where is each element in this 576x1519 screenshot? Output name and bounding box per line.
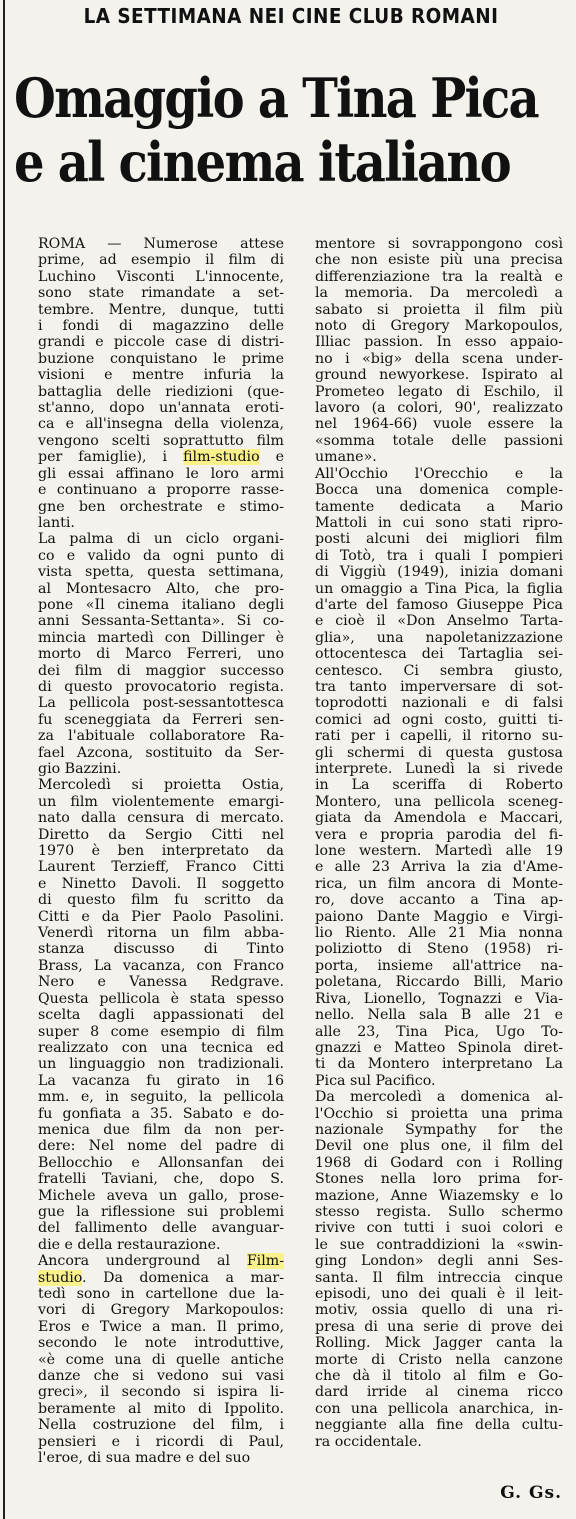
article-line: gli schermi di questa gustosa <box>315 744 563 761</box>
article-line: secondo le note introduttive, <box>38 1335 284 1352</box>
article-line: gue la riflessione sui problemi <box>38 1203 284 1220</box>
article-line: prime, ad esempio il film di <box>38 252 284 269</box>
article-line: vengono scelti soprattutto film <box>38 432 284 449</box>
article-line: ottocentesca dei Tartaglia sei- <box>315 646 563 663</box>
article-line: lio Riento. Alle 21 Mia nonna <box>315 925 563 942</box>
article-line: co e valido da ogni punto di <box>38 547 284 564</box>
article-line: La pellicola post-sessantottesca <box>38 695 284 712</box>
article-line: Pica sul Pacifico. <box>315 1072 436 1089</box>
article-line: ground newyorkese. Ispirato al <box>315 367 563 384</box>
article-line: e continuano a proporre rasse- <box>38 482 284 499</box>
article-line: la memoria. Da mercoledì a <box>315 285 563 302</box>
article-line: Venerdì ritorna un film abba- <box>38 925 284 942</box>
article-line: Montero, una pellicola sceneg- <box>315 793 563 810</box>
article-line: «somma totale delle passioni <box>315 432 563 449</box>
article-line: paiono Dante Maggio e Virgi- <box>315 908 563 925</box>
article-paragraph <box>24 777 284 1253</box>
article-line: differenziazione tra la realtà e <box>315 268 563 285</box>
article-paragraph <box>24 236 284 531</box>
article-line: interprete. Lunedì la si rivede <box>315 761 563 777</box>
highlight: film-studio <box>183 449 260 466</box>
article-line: episodi, uno dei quali è il leit- <box>315 1286 563 1302</box>
article-line: vista spetta, questa settimana, <box>38 564 284 581</box>
article-line: fu sceneggiata da Ferreri sen- <box>38 711 284 728</box>
article-line: 1968 di Godard con i Rolling <box>315 1154 563 1171</box>
article-line: buzione conquistano le prime <box>38 350 284 367</box>
article-line: mm. e, in seguito, la pellicola <box>38 1089 284 1106</box>
article-line: nazionale Sympathy for the <box>315 1121 563 1138</box>
article-line: che dà il titolo al film e Go- <box>315 1368 563 1385</box>
highlight: Film- <box>246 1253 284 1270</box>
article-line: Devil one plus one, il film del <box>315 1138 563 1155</box>
article-line: vori di Gregory Markopoulos: <box>38 1302 284 1319</box>
article-paragraph <box>301 466 563 1089</box>
article-line: super 8 come esempio di film <box>38 1023 284 1040</box>
article-line: alle 23, Tina Pica, Ugo To- <box>315 1023 563 1040</box>
article-line: anni Sessanta-Settanta». Si co- <box>38 613 284 630</box>
article-line: die e della restaurazione. <box>38 1236 221 1253</box>
article-line: battaglia delle riedizioni (que- <box>38 383 284 400</box>
article-line: motiv, ossia quello di una ri- <box>315 1302 563 1319</box>
article-line: mincia martedì con Dillinger è <box>38 629 284 646</box>
headline <box>14 66 566 194</box>
article-line: le sue contraddizioni la «swin- <box>315 1236 563 1253</box>
author-signature: G. Gs. <box>500 1483 562 1503</box>
article-line: Da mercoledì a domenica al- <box>315 1089 563 1106</box>
article-line: noto di Gregory Markopoulos, <box>315 318 563 335</box>
article-line: l'eroe, di sua madre e del suo <box>38 1450 251 1467</box>
article-line: dere: Nel nome del padre di <box>38 1138 284 1155</box>
article-line: Michele aveva un gallo, prose- <box>38 1187 284 1204</box>
article-line: fael Azcona, sostituito da Ser- <box>38 744 284 761</box>
article-line: Citti e da Pier Paolo Pasolini. <box>38 908 284 925</box>
article-line: Stones nella loro prima for- <box>315 1171 563 1188</box>
article-line: stesso regista. Sullo schermo <box>315 1203 563 1220</box>
article-line: dei film di maggior successo <box>38 662 284 679</box>
article-line: sono state rimandate a set- <box>38 285 284 302</box>
article-line: nel 1964-66) vuole essere la <box>315 416 563 433</box>
article-line: e cioè il «Don Anselmo Tarta- <box>315 613 563 630</box>
article-line: ra occidentale. <box>315 1433 422 1450</box>
article-line: del fallimento delle avanguar- <box>38 1220 284 1237</box>
article-line: greci», il secondo si ispira li- <box>38 1384 284 1401</box>
article-line: tedì sono in cartellone due la- <box>38 1286 284 1302</box>
article-paragraph <box>24 531 284 777</box>
article-paragraph <box>301 236 563 466</box>
article-line: All'Occhio l'Orecchio e la <box>315 465 563 482</box>
article-paragraph <box>24 1253 284 1466</box>
article-line: gne ben orchestrate e stimo- <box>38 498 284 515</box>
article-line: pensieri e i ricordi di Paul, <box>38 1433 284 1450</box>
article-line: Bocca una domenica comple- <box>315 482 563 499</box>
article-line: un film violentemente emargi- <box>38 793 284 810</box>
article-line: vera e propria parodia del fi- <box>315 826 563 843</box>
article-line: Mattoli in cui sono stati ripro- <box>315 514 563 531</box>
article-line: ca e all'insegna della violenza, <box>38 416 284 433</box>
article-line: lone western. Martedì alle 19 <box>315 843 563 860</box>
article-line: Rolling. Mick Jagger canta la <box>315 1335 563 1352</box>
article-line: Ancora underground al Film- <box>38 1253 284 1270</box>
article-line: fu gonfiata a 35. Sabato e do- <box>38 1105 284 1122</box>
article-line: Prometeo legato di Eschilo, il <box>315 383 563 400</box>
article-line: za l'abituale collaboratore Ra- <box>38 728 284 745</box>
article-line: ging London» degli anni Ses- <box>315 1253 563 1270</box>
article-line: pone «Il cinema italiano degli <box>38 596 284 613</box>
article-line: giata da Amendola e Maccari, <box>315 810 563 827</box>
article-paragraph <box>301 1089 563 1450</box>
article-line: che non esiste più una precisa <box>315 252 563 269</box>
article-line: Questa pellicola è stata spesso <box>38 990 284 1007</box>
article-line: di Totò, tra i quali I pompieri <box>315 547 563 564</box>
article-column-left <box>24 236 284 1466</box>
kicker: LA SETTIMANA NEI CINE CLUB ROMANI <box>83 4 499 28</box>
article-line: tra tanto imperversare di sot- <box>315 678 563 695</box>
article-line: di Viggiù (1949), inizia domani <box>315 564 563 581</box>
article-line: un omaggio a Tina Pica, la figlia <box>315 580 563 597</box>
article-line: beramente al mito di Ippolito. <box>38 1400 284 1417</box>
article-line: Nella costruzione del film, i <box>38 1417 284 1434</box>
article-line: morte di Cristo nella canzone <box>315 1351 563 1368</box>
article-line: mazione, Anne Wiazemsky e lo <box>315 1187 563 1204</box>
article-line: neggiante alla fine della cultu- <box>315 1417 563 1434</box>
highlight: studio <box>38 1269 83 1286</box>
article-line: comici ad ogni costo, guitti ti- <box>315 711 563 728</box>
article-line: dard irride al cinema ricco <box>315 1384 563 1401</box>
article-line: per famiglie), i film-studio e <box>38 449 284 466</box>
article-line: lanti. <box>38 514 75 531</box>
article-line: rivive con tutti i suoi colori e <box>315 1220 563 1237</box>
article-line: ro, dove accanto a Tina ap- <box>315 892 563 909</box>
article-line: mentore si sovrappongono così <box>315 236 563 252</box>
article-line: Diretto da Sergio Citti nel <box>38 826 284 843</box>
article-line: porta, insieme all'attrice na- <box>315 957 563 974</box>
article-line: La palma di un ciclo organi- <box>38 531 284 548</box>
article-line: l'Occhio si proietta una prima <box>315 1105 563 1122</box>
article-column-right <box>301 236 563 1450</box>
article-line: di questo film fu scritto da <box>38 892 284 909</box>
article-line: umane». <box>315 449 377 466</box>
headline-line-2: e al cinema italiano <box>14 130 510 194</box>
article-line: fratelli Taviani, che, dopo S. <box>38 1171 284 1188</box>
article-line: glia», una napoletanizzazione <box>315 629 563 646</box>
headline-line-1: Omaggio a Tina Pica <box>14 66 538 130</box>
article-line: con una pellicola anarchica, in- <box>315 1400 563 1417</box>
article-line: al Montesacro Alto, che pro- <box>38 580 284 597</box>
column-rule <box>3 0 5 1519</box>
article-line: danze che si vedono sui vasi <box>38 1368 284 1385</box>
article-line: poliziotto di Steno (1958) ri- <box>315 941 563 958</box>
article-line: scelta dagli appassionati del <box>38 1007 284 1024</box>
article-line: Brass, La vacanza, con Franco <box>38 957 284 974</box>
article-line: di questo provocatorio regista. <box>38 678 284 695</box>
article-line: posti alcuni dei migliori film <box>315 531 563 548</box>
article-line: santa. Il film intreccia cinque <box>315 1269 563 1286</box>
article-line: in La sceriffa di Roberto <box>315 777 563 794</box>
article-line: centesco. Ci sembra giusto, <box>315 662 563 679</box>
article-line: tembre. Mentre, dunque, tutti <box>38 301 284 318</box>
article-line: Illiac passion. In esso appaio- <box>315 334 563 351</box>
article-line: sabato si proietta il film più <box>315 301 563 318</box>
article-line: e alle 23 Arriva la zia d'Ame- <box>315 859 563 876</box>
article-line: morto di Marco Ferreri, uno <box>38 646 284 663</box>
article-line: i fondi di magazzino delle <box>38 318 284 335</box>
article-line: presa di una serie di prove dei <box>315 1318 563 1335</box>
article-line: ROMA — Numerose attese <box>38 236 284 252</box>
article-line: gli essai affinano le loro armi <box>38 465 284 482</box>
article-line: un linguaggio non tradizionali. <box>38 1056 284 1073</box>
article-line: visioni e mentre infuria la <box>38 367 284 384</box>
article-line: e Ninetto Davoli. Il soggetto <box>38 875 284 892</box>
article-line: stanza discusso di Tinto <box>38 941 284 958</box>
article-line: d'arte del famoso Giuseppe Pica <box>315 596 563 613</box>
article-line: Laurent Terzieff, Franco Citti <box>38 859 284 876</box>
article-line: ti da Montero interpretano La <box>315 1056 563 1073</box>
article-line: lavoro (a colori, 90', realizzato <box>315 400 563 417</box>
article-line: grandi e piccole case di distri- <box>38 334 284 351</box>
article-line: rati per i capelli, il ritorno su- <box>315 728 563 745</box>
article-line: Nero e Vanessa Redgrave. <box>38 974 284 991</box>
article-line: Eros e Twice a man. Il primo, <box>38 1318 284 1335</box>
article-line: Mercoledì si proietta Ostia, <box>38 777 284 794</box>
article-line: Luchino Visconti L'innocente, <box>38 268 284 285</box>
article-line: no i «big» della scena under- <box>315 350 563 367</box>
article-line: gnazzi e Matteo Spinola diret- <box>315 1039 563 1056</box>
article-line: Bellocchio e Allonsanfan dei <box>38 1154 284 1171</box>
article-line: studio. Da domenica a mar- <box>38 1269 284 1286</box>
article-line: tamente dedicata a Mario <box>315 498 563 515</box>
article-line: st'anno, dopo un'annata eroti- <box>38 400 284 417</box>
article-line: poletana, Riccardo Billi, Mario <box>315 974 563 991</box>
article-line: gio Bazzini. <box>38 761 122 777</box>
article-line: 1970 è ben interpretato da <box>38 843 284 860</box>
article-line: realizzato con una tecnica ed <box>38 1039 284 1056</box>
article-line: «è come una di quelle antiche <box>38 1351 284 1368</box>
article-line: toprodotti nazionali e di falsi <box>315 695 563 712</box>
article-line: nato dalla censura di mercato. <box>38 810 284 827</box>
article-line: Riva, Lionello, Tognazzi e Via- <box>315 990 563 1007</box>
article-line: La vacanza fu girato in 16 <box>38 1072 284 1089</box>
article-line: rica, un film ancora di Monte- <box>315 875 563 892</box>
article-line: nello. Nella sala B alle 21 e <box>315 1007 563 1024</box>
article-line: menica due film da non per- <box>38 1121 284 1138</box>
